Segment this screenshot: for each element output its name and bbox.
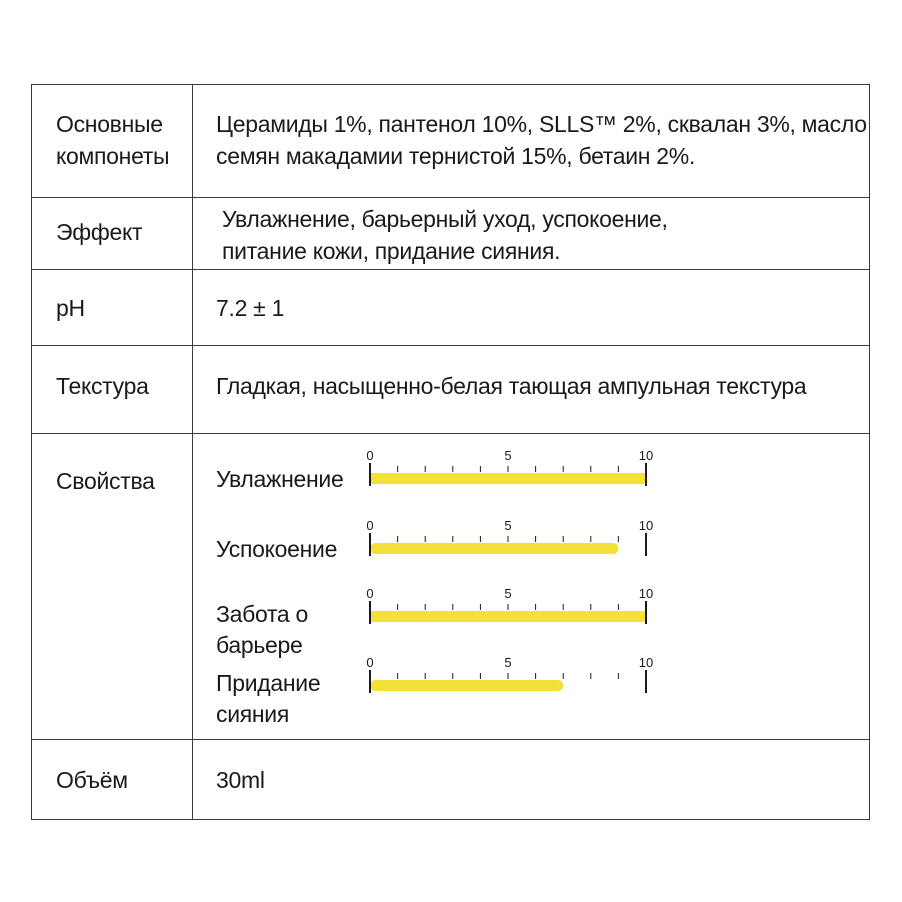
- ph-value: 7.2 ± 1: [216, 295, 285, 321]
- property-name-line: барьере: [216, 632, 303, 658]
- properties-label: Свойства: [56, 468, 155, 494]
- scale-tick-label: 0: [366, 448, 374, 463]
- rating-scale: [368, 587, 668, 637]
- property-name-line: Забота о: [216, 601, 308, 627]
- components-label-line: Основные: [56, 111, 163, 137]
- property-name-line: Придание: [216, 670, 321, 696]
- scale-tick-label: 10: [638, 655, 654, 670]
- rating-scale: [368, 656, 668, 706]
- property-name: [216, 534, 337, 565]
- row-divider: [32, 739, 869, 740]
- property-name-line: сияния: [216, 701, 290, 727]
- volume-label: Объём: [56, 767, 128, 793]
- scale-tick-label: 10: [638, 518, 654, 533]
- rating-bar: [370, 473, 646, 484]
- scale-tick-label: 10: [638, 586, 654, 601]
- spec-table: [31, 84, 870, 820]
- row-divider: [32, 269, 869, 270]
- rating-scale-graphic: [368, 519, 668, 569]
- property-name-line: Увлажнение: [216, 466, 344, 492]
- scale-tick-label: 5: [504, 586, 512, 601]
- property-name-line: Успокоение: [216, 536, 338, 562]
- row-divider: [32, 433, 869, 434]
- rating-scale: [368, 519, 668, 569]
- rating-bar: [370, 543, 618, 554]
- scale-tick-label: 0: [366, 518, 374, 533]
- row-divider: [32, 345, 869, 346]
- property-name: [216, 668, 320, 730]
- effect-value-line: питание кожи, придание сияния.: [222, 238, 561, 264]
- column-divider: [192, 85, 193, 819]
- scale-tick-label: 10: [638, 448, 654, 463]
- effect-value: [222, 203, 668, 267]
- rating-scale-graphic: [368, 656, 668, 706]
- texture-value: Гладкая, насыщенно-белая тающая ампульная текстура: [216, 373, 807, 399]
- scale-tick-label: 5: [504, 518, 512, 533]
- components-value-line: семян макадамии тернистой 15%, бетаин 2%.: [216, 143, 696, 169]
- components-value-line: Церамиды 1%, пантенол 10%, SLLS™ 2%, сквалан 3%, масло: [216, 111, 867, 137]
- texture-label: Текстура: [56, 373, 149, 399]
- rating-bar: [370, 680, 563, 691]
- scale-tick-label: 0: [366, 655, 374, 670]
- components-label-line: компонеты: [56, 143, 170, 169]
- components-label: [56, 108, 169, 172]
- scale-tick-label: 0: [366, 586, 374, 601]
- volume-value: 30ml: [216, 767, 265, 793]
- property-name: [216, 599, 308, 661]
- scale-tick-label: 5: [504, 655, 512, 670]
- row-divider: [32, 197, 869, 198]
- effect-label: Эффект: [56, 219, 143, 245]
- effect-value-line: Увлажнение, барьерный уход, успокоение,: [222, 206, 668, 232]
- ph-label: pH: [56, 295, 85, 321]
- property-name: [216, 464, 343, 495]
- rating-scale: [368, 449, 668, 499]
- rating-scale-graphic: [368, 449, 668, 499]
- rating-bar: [370, 611, 646, 622]
- scale-tick-label: 5: [504, 448, 512, 463]
- rating-scale-graphic: [368, 587, 668, 637]
- components-value: [216, 108, 867, 172]
